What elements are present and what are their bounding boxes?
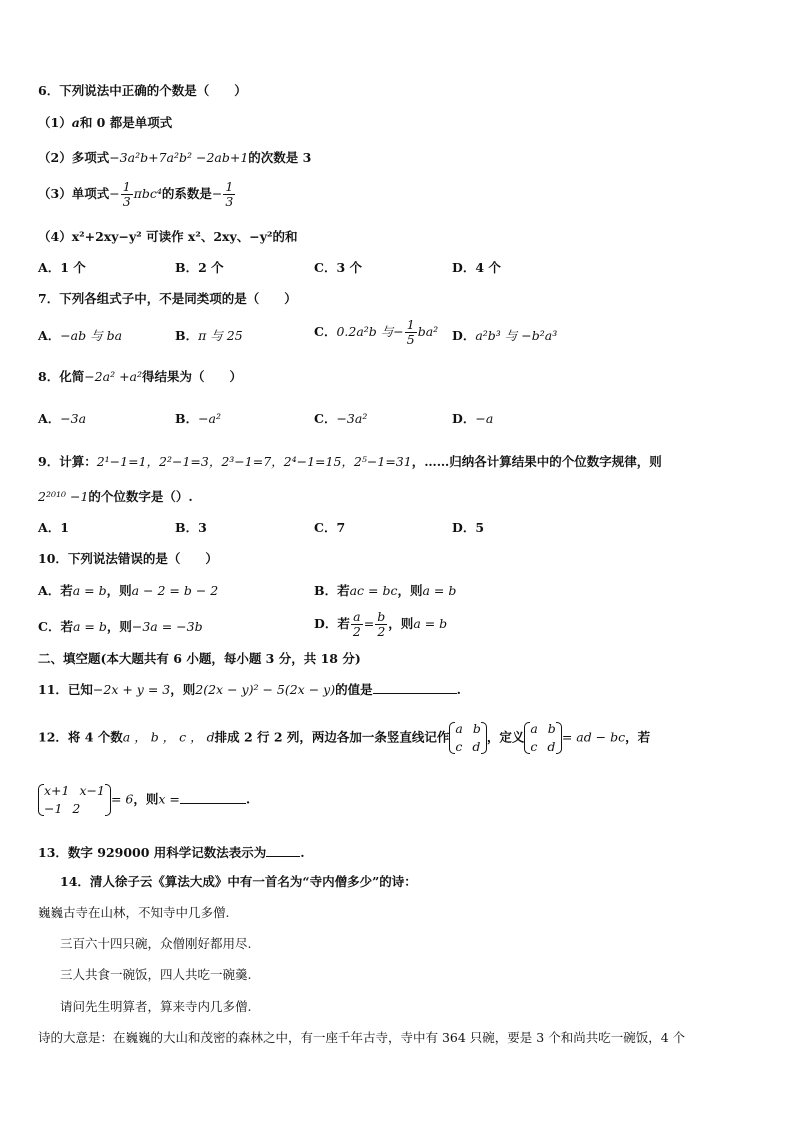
q7-option-d[interactable]: D．a²b³ 与 −b²a³: [452, 328, 558, 343]
poem-line-3: 三人共食一碗饭，四人共吃一碗羹.: [60, 967, 252, 982]
q6-statement-2: （2）多项式−3a²b+7a²b² −2ab+1的次数是 3: [38, 150, 312, 165]
answer-blank[interactable]: [373, 680, 457, 694]
matrix-notation: a b c d: [449, 720, 486, 756]
q10-stem: 10．下列说法错误的是（ ）: [38, 551, 218, 566]
fraction: $\frac{b}{2}$: [377, 609, 386, 639]
q8-option-a[interactable]: A．−3a: [38, 411, 87, 426]
answer-blank[interactable]: [266, 843, 300, 857]
q10-option-d[interactable]: D．若 $\frac{a}{2}$ = $\frac{b}{2}$ ，则a = b: [314, 609, 448, 639]
q8-option-d[interactable]: D．−a: [452, 411, 494, 426]
q7-option-a[interactable]: A．−ab 与 ba: [38, 328, 123, 343]
q9-stem: 9．计算：2¹−1=1，2²−1=3，2³−1=7，2⁴−1=15，2⁵−1=31，……归纳各计算结果中的个位数字规律，则: [38, 454, 662, 469]
answer-blank[interactable]: [180, 790, 246, 804]
q10-option-b[interactable]: B．若ac = bc，则a = b: [314, 583, 457, 598]
q11: 11．已知−2x + y = 3，则2(2x − y)² − 5(2x − y)的值是 .: [38, 682, 461, 697]
q13: 13．数字 929000 用科学记数法表示为 .: [38, 845, 305, 860]
q6-statement-4: （4）x²+2xy−y² 可读作 x²、2xy、−y²的和: [38, 229, 298, 244]
poem-line-1: 巍巍古寺在山林，不知寺中几多僧.: [38, 905, 230, 920]
q6-option-b[interactable]: B．2 个: [175, 260, 224, 275]
q9-stem-line2: 2²⁰¹⁰ −1的个位数字是（）.: [38, 489, 193, 504]
section-heading-fill-in: 二、填空题(本大题共有 6 小题，每小题 3 分，共 18 分): [38, 651, 361, 666]
q9-option-d[interactable]: D．5: [452, 520, 485, 535]
fraction: $\frac{1}{3}$: [122, 179, 131, 209]
matrix-notation: a b c d: [524, 720, 561, 756]
q9-option-b[interactable]: B．3: [175, 520, 207, 535]
q10-option-c[interactable]: C．若a = b，则−3a = −3b: [38, 619, 203, 634]
poem-meaning: 诗的大意是：在巍巍的大山和茂密的森林之中，有一座千年古寺，寺中有 364 只碗，要是 3 个和尚共吃一碗饭，4 个: [38, 1030, 686, 1045]
q12-line1: 12．将 4 个数a ， b ， c ， d排成 2 行 2 列，两边各加一条竖直线记作 a b c d ，定义 a b c d = ad − bc，若: [38, 721, 651, 754]
poem-line-2: 三百六十四只碗，众僧刚好都用尽.: [60, 936, 252, 951]
q10-option-a[interactable]: A．若a = b，则a − 2 = b − 2: [38, 583, 219, 598]
poem-line-4: 请问先生明算者，算来寺内几多僧.: [60, 999, 252, 1014]
fraction: $\frac{1}{5}$: [406, 317, 415, 347]
q7-stem: 7．下列各组式子中，不是同类项的是（ ）: [38, 291, 297, 306]
q6-option-c[interactable]: C．3 个: [314, 260, 362, 275]
q8-option-b[interactable]: B．−a²: [175, 411, 222, 426]
q8-option-c[interactable]: C．−3a²: [314, 411, 368, 426]
q6-statement-3: （3）单项式− $\frac{1}{3}$ πbc⁴的系数是− $\frac{1}{3}$: [38, 179, 234, 209]
q6-option-a[interactable]: A．1 个: [38, 260, 86, 275]
q9-option-a[interactable]: A．1: [38, 520, 69, 535]
fraction: $\frac{a}{2}$: [352, 609, 361, 639]
q14-stem: 14．清人徐子云《算法大成》中有一首名为“寺内僧多少”的诗：: [60, 874, 417, 889]
fraction: $\frac{1}{3}$: [225, 179, 234, 209]
q6-statement-1: （1）a和 0 都是单项式: [38, 115, 173, 130]
q8-stem: 8．化简−2a² +a²得结果为（ ）: [38, 369, 243, 384]
q6-option-d[interactable]: D．4 个: [452, 260, 501, 275]
q7-option-c[interactable]: C．0.2a²b 与− $\frac{1}{5}$ ba²: [314, 317, 439, 347]
q7-option-b[interactable]: B．π 与 25: [175, 328, 243, 343]
q6-stem: 6．下列说法中正确的个数是（ ）: [38, 83, 247, 98]
matrix-equation: x+1 x−1 −1 2: [38, 782, 111, 818]
q9-option-c[interactable]: C．7: [314, 520, 346, 535]
q12-line2: x+1 x−1 −1 2 = 6，则x = .: [38, 782, 250, 818]
